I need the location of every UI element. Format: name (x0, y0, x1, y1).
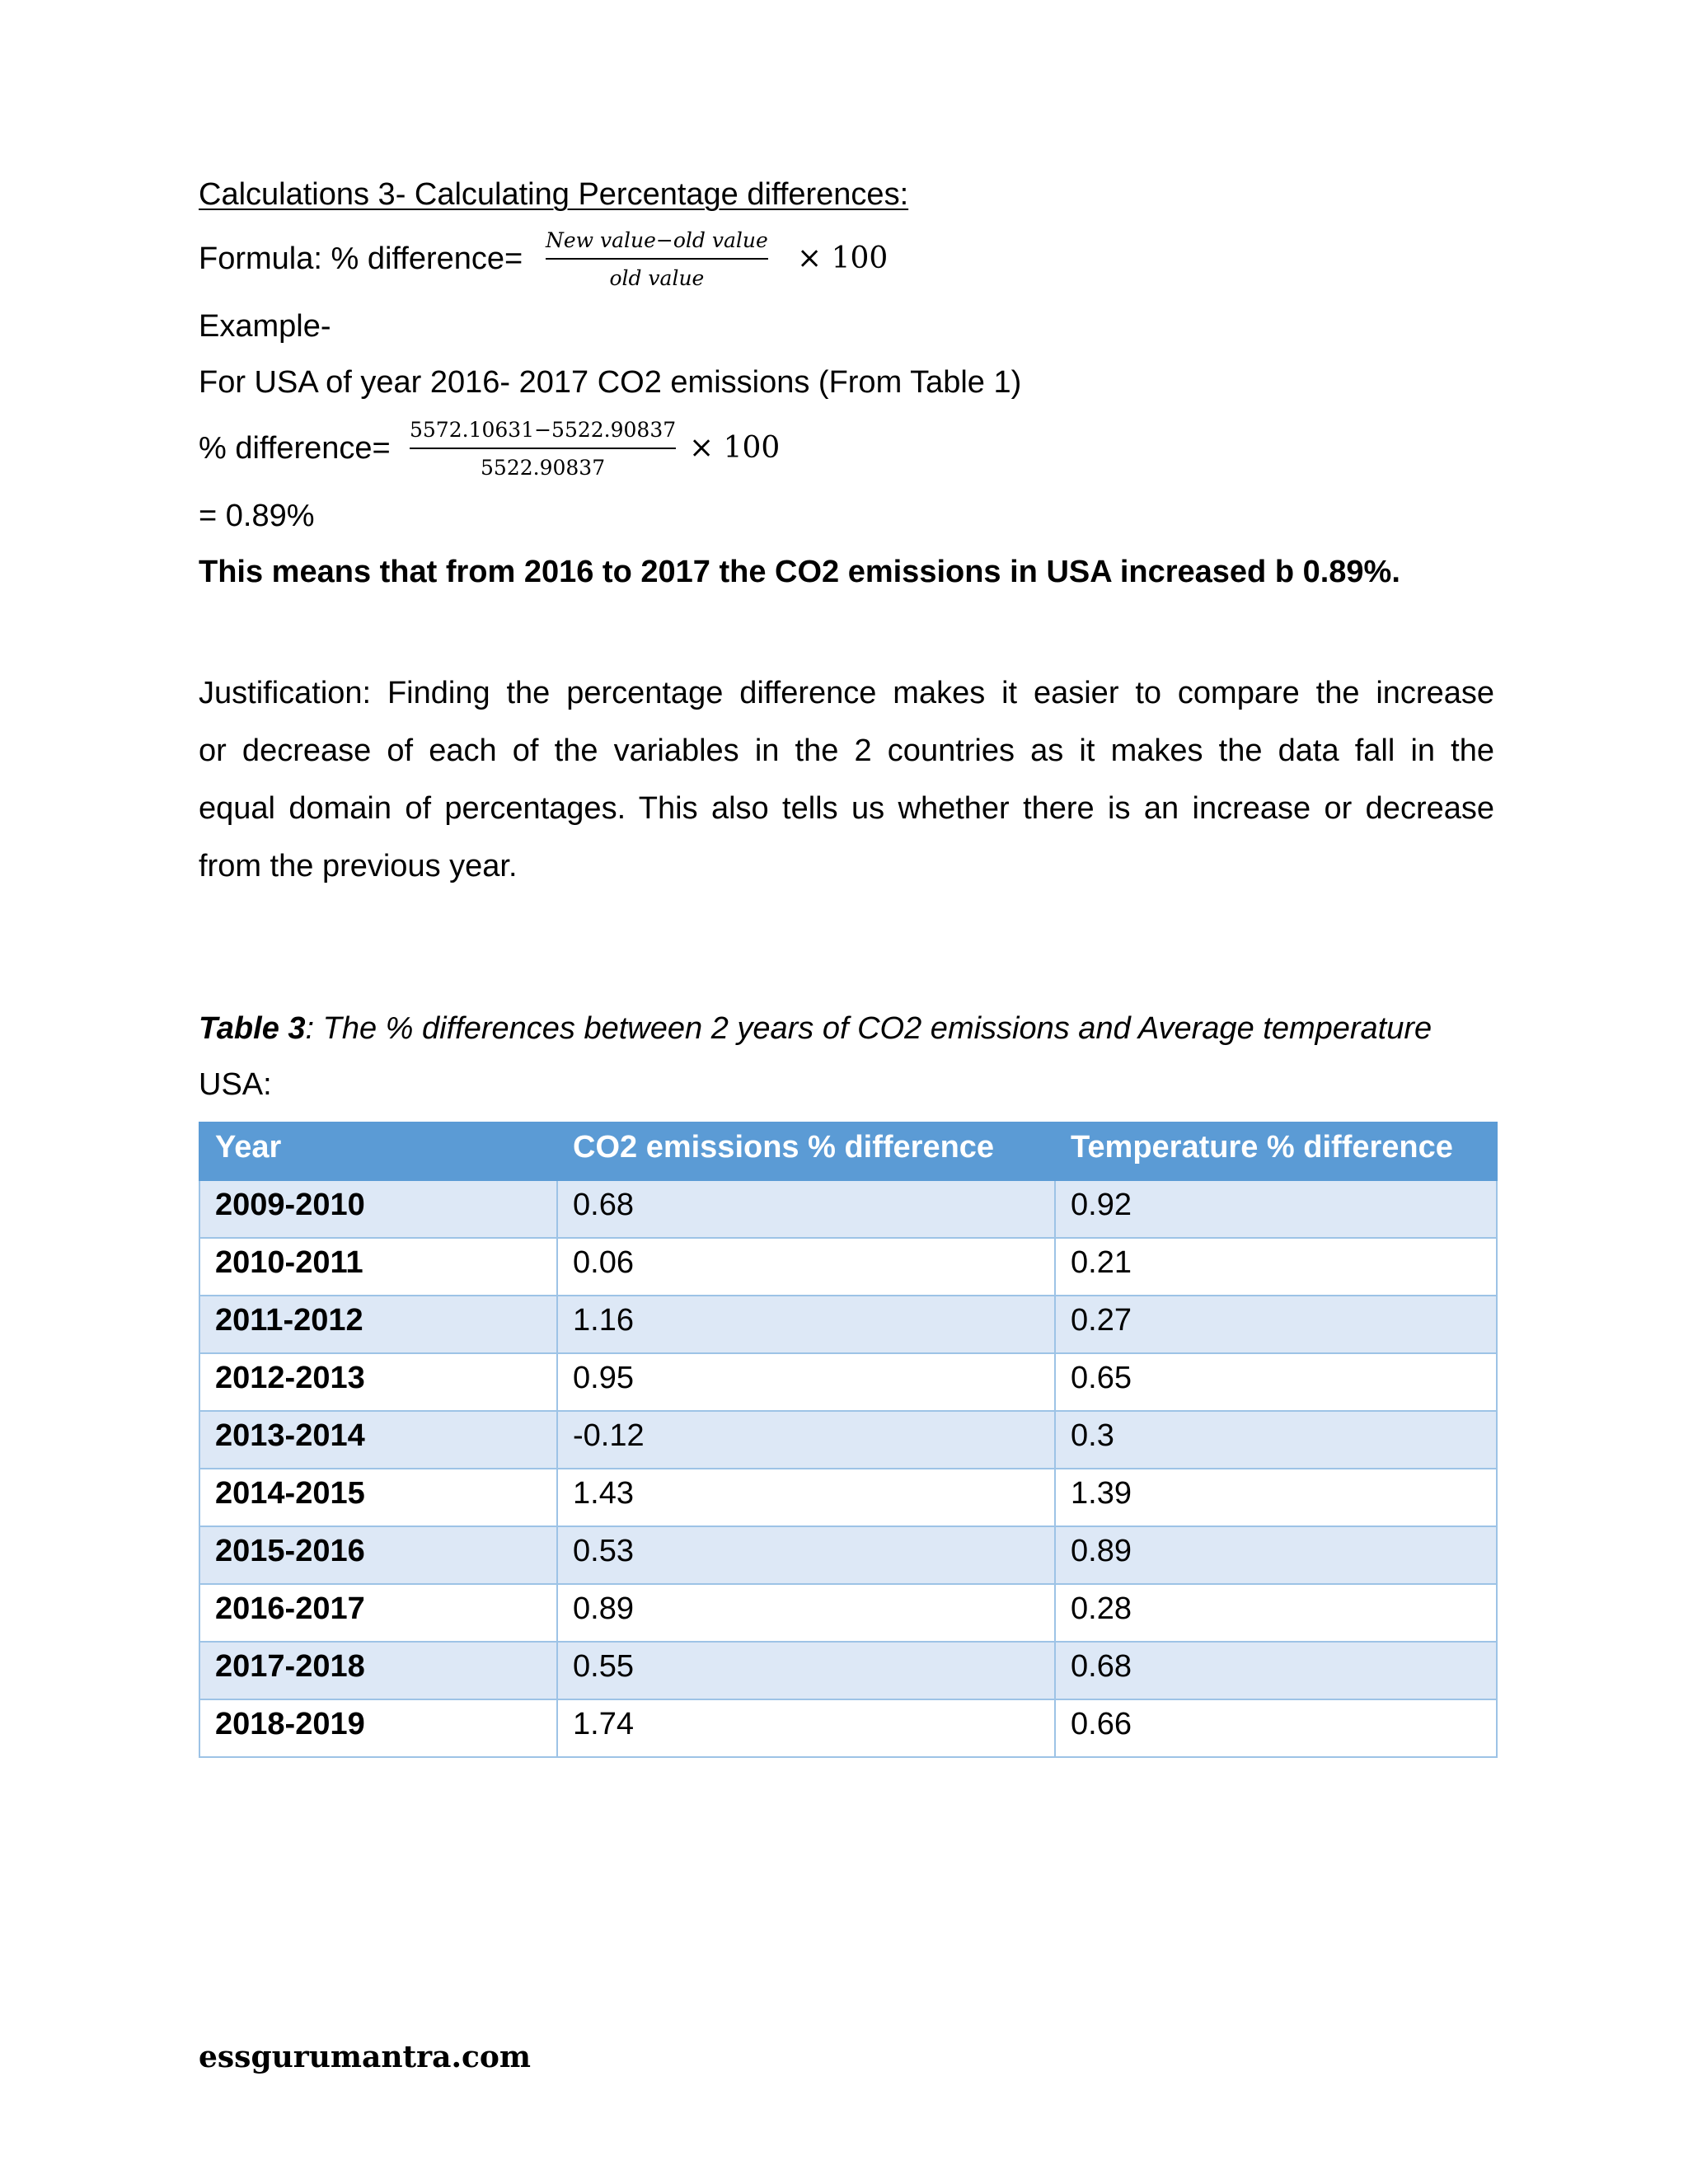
year-cell: 2014-2015 (199, 1469, 557, 1526)
table-row (199, 1699, 1497, 1757)
table-caption-label: Table 3 (199, 1011, 306, 1046)
co2-cell: 0.55 (557, 1642, 1055, 1699)
table-row (199, 1411, 1497, 1469)
temperature-cell: 1.39 (1055, 1469, 1497, 1526)
year-cell: 2013-2014 (199, 1411, 557, 1469)
example-fraction (410, 418, 676, 480)
temperature-cell: 0.27 (1055, 1296, 1497, 1353)
temperature-cell: 0.28 (1055, 1584, 1497, 1642)
co2-cell: 0.68 (557, 1180, 1055, 1238)
table-row (199, 1469, 1497, 1526)
co2-cell: 0.95 (557, 1353, 1055, 1411)
section-heading: Calculations 3- Calculating Percentage differences: (199, 177, 909, 212)
co2-cell: 1.16 (557, 1296, 1055, 1353)
co2-cell: 0.06 (557, 1238, 1055, 1296)
co2-cell: 1.74 (557, 1699, 1055, 1757)
justification-line: from the previous year. (199, 849, 518, 883)
temperature-cell: 0.66 (1055, 1699, 1497, 1757)
co2-cell: 1.43 (557, 1469, 1055, 1526)
table-row (199, 1180, 1497, 1238)
year-cell: 2009-2010 (199, 1180, 557, 1238)
table-row (199, 1296, 1497, 1353)
example-result: = 0.89% (199, 499, 315, 533)
table-row (199, 1642, 1497, 1699)
table-caption-country: USA: (199, 1067, 272, 1102)
temperature-cell: 0.3 (1055, 1411, 1497, 1469)
formula-denominator: old value (609, 266, 705, 290)
example-label: Example- (199, 309, 331, 344)
example-numerator: 5572.10631−5522.90837 (410, 418, 677, 442)
table-header-row (199, 1122, 1497, 1180)
column-header-co2: CO2 emissions % difference (557, 1122, 1055, 1180)
fraction-bar (546, 258, 768, 260)
year-cell: 2010-2011 (199, 1238, 557, 1296)
co2-cell: -0.12 (557, 1411, 1055, 1469)
co2-cell: 0.89 (557, 1584, 1055, 1642)
table-row (199, 1526, 1497, 1584)
year-cell: 2017-2018 (199, 1642, 557, 1699)
table-caption-text: : The % differences between 2 years of CO2 emissions and Average temperature (305, 1011, 1432, 1046)
justification-paragraph (199, 664, 1494, 895)
justification-line: Justification: Finding the percentage difference makes it easier to compare the increase (199, 676, 1494, 710)
co2-cell: 0.53 (557, 1526, 1055, 1584)
column-header-temperature: Temperature % difference (1055, 1122, 1497, 1180)
example-multiplier: × 100 (689, 431, 781, 465)
table-row (199, 1353, 1497, 1411)
footer-website: essgurumantra.com (199, 2040, 531, 2074)
conclusion: This means that from 2016 to 2017 the CO2 emissions in USA increased b 0.89%. (199, 555, 1400, 589)
formula-label: Formula: % difference= (199, 241, 523, 276)
table-row (199, 1584, 1497, 1642)
year-cell: 2015-2016 (199, 1526, 557, 1584)
justification-line: or decrease of each of the variables in the 2 countries as it makes the data fall in the (199, 733, 1494, 768)
example-denominator: 5522.90837 (481, 456, 606, 480)
temperature-cell: 0.89 (1055, 1526, 1497, 1584)
temperature-cell: 0.68 (1055, 1642, 1497, 1699)
formula-fraction (546, 228, 768, 291)
year-cell: 2012-2013 (199, 1353, 557, 1411)
year-cell: 2018-2019 (199, 1699, 557, 1757)
fraction-bar (410, 448, 676, 449)
justification-line: equal domain of percentages. This also tells us whether there is an increase or decrease (199, 791, 1494, 826)
formula-multiplier: × 100 (797, 241, 889, 275)
formula-numerator: New value−old value (546, 228, 768, 252)
table-row (199, 1238, 1497, 1296)
year-cell: 2016-2017 (199, 1584, 557, 1642)
data-table (199, 1122, 1498, 1758)
temperature-cell: 0.21 (1055, 1238, 1497, 1296)
example-context: For USA of year 2016- 2017 CO2 emissions (From Table 1) (199, 365, 1022, 400)
year-cell: 2011-2012 (199, 1296, 557, 1353)
example-formula-label: % difference= (199, 431, 391, 466)
temperature-cell: 0.92 (1055, 1180, 1497, 1238)
column-header-year: Year (199, 1122, 557, 1180)
table-caption (199, 1010, 1501, 1047)
temperature-cell: 0.65 (1055, 1353, 1497, 1411)
